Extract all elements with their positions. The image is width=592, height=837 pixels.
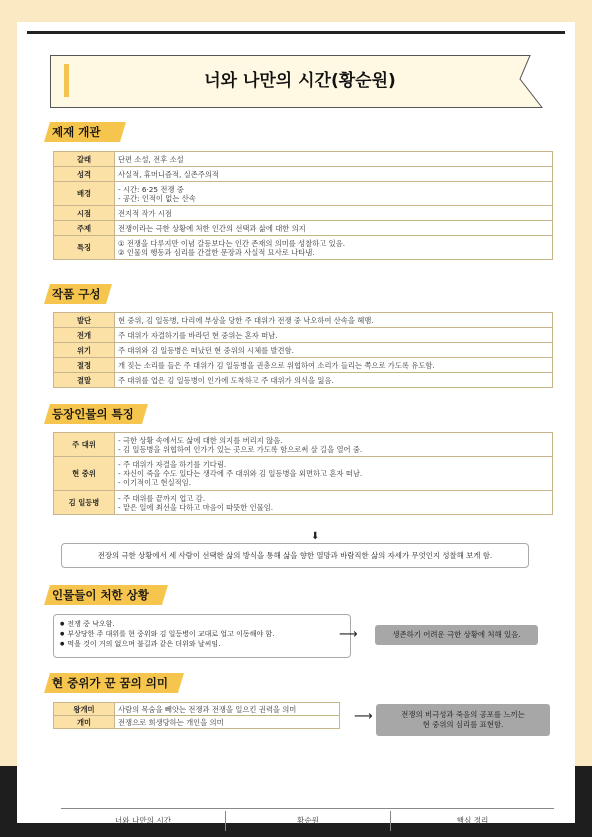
- row-value: 현 중위, 김 일등병, 다리에 부상을 당한 주 대위가 전쟁 중 낙오하여 산속을 헤맴.: [115, 313, 553, 328]
- row-value: 사실적, 휴머니즘적, 실존주의적: [115, 167, 553, 182]
- row-key: 왕개미: [54, 703, 115, 716]
- row-key: 개미: [54, 716, 115, 729]
- row-key: 특징: [54, 236, 115, 260]
- down-arrow-icon: ⬇: [311, 531, 320, 542]
- plot-table: [53, 312, 553, 388]
- row-value: - 시간: 6·25 전쟁 중 - 공간: 인적이 없는 산속: [115, 182, 553, 206]
- characters-table: [53, 432, 553, 515]
- section-header-plot: [44, 284, 112, 304]
- top-rule: [27, 31, 565, 34]
- overview-row: [54, 236, 553, 260]
- situation-box: [53, 614, 351, 658]
- page-title: 너와 나만의 시간(황순원): [204, 71, 396, 91]
- section-title: 등장인물의 특징: [52, 407, 134, 421]
- dream-row: [54, 703, 340, 716]
- plot-row: [54, 373, 553, 388]
- row-value: 사람의 목숨을 빼앗는 전쟁과 전쟁을 일으킨 권력을 의미: [115, 703, 340, 716]
- section-title: 인물들이 처한 상황: [52, 588, 149, 602]
- section-title: 현 중위가 꾼 꿈의 의미: [52, 676, 168, 690]
- row-key: 전개: [54, 328, 115, 343]
- row-key: 배경: [54, 182, 115, 206]
- row-value: 전지적 작가 시점: [115, 206, 553, 221]
- section-header-overview: [44, 122, 126, 142]
- section-title: 작품 구성: [52, 287, 101, 301]
- plot-row: [54, 358, 553, 373]
- row-value: 전쟁으로 희생당하는 개인을 의미: [115, 716, 340, 729]
- row-key: 현 중위: [54, 457, 115, 491]
- row-value: 주 대위가 자결하기를 바라던 현 중위는 혼자 떠남.: [115, 328, 553, 343]
- page-sheet: [17, 22, 575, 823]
- row-key: 결말: [54, 373, 115, 388]
- overview-row: [54, 167, 553, 182]
- row-key: 시점: [54, 206, 115, 221]
- right-arrow-icon: ⟶: [339, 627, 358, 642]
- row-value: ① 전쟁을 다루지만 이념 갈등보다는 인간 존재의 의미를 성찰하고 있음. ② 인물의 행동과 심리를 간결한 문장과 사실적 묘사로 나타냄.: [115, 236, 553, 260]
- row-value: 단편 소설, 전후 소설: [115, 152, 553, 167]
- plot-row: [54, 313, 553, 328]
- row-value: 주 대위와 김 일등병은 떠났던 현 중위의 시체를 발견함.: [115, 343, 553, 358]
- overview-table: [53, 151, 553, 260]
- situation-item: ● 부상당한 주 대위를 현 중위와 김 일등병이 교대로 업고 이동해야 함.: [60, 629, 344, 639]
- situation-result: 생존하기 어려운 극한 상황에 처해 있음.: [375, 625, 538, 645]
- row-value: 전쟁이라는 극한 상황에 처한 인간의 선택과 삶에 대한 의지: [115, 221, 553, 236]
- overview-row: [54, 221, 553, 236]
- summary-box: 전장의 극한 상황에서 세 사람이 선택한 삶의 방식을 통해 삶을 향한 열망과 바람직한 삶의 자세가 무엇인지 성찰해 보게 함.: [61, 543, 529, 568]
- character-row: [54, 457, 553, 491]
- section-header-dream: [44, 673, 184, 693]
- row-value: 개 짖는 소리를 들은 주 대위가 김 일등병을 권총으로 위협하여 소리가 들리는 쪽으로 가도록 유도함.: [115, 358, 553, 373]
- dream-result: 전쟁의 비극성과 죽음의 공포를 느끼는 현 중위의 심리를 표현함.: [376, 704, 550, 736]
- footer: [61, 808, 554, 834]
- footer-work-title: 너와 나만의 시간: [114, 816, 172, 825]
- row-key: 주제: [54, 221, 115, 236]
- overview-row: [54, 206, 553, 221]
- situation-item: ● 전쟁 중 낙오함.: [60, 619, 344, 629]
- section-header-situation: [44, 585, 168, 605]
- title-banner: [50, 55, 543, 108]
- plot-row: [54, 343, 553, 358]
- right-arrow-icon: ⟶: [354, 709, 373, 724]
- situation-item: ● 먹을 것이 거의 없으며 불길과 같은 더위와 날씨임.: [60, 639, 344, 649]
- overview-row: [54, 152, 553, 167]
- row-key: 성격: [54, 167, 115, 182]
- row-value: - 주 대위를 끝까지 업고 감. - 맡은 일에 최선을 다하고 마음이 따뜻한 인물임.: [115, 491, 553, 515]
- row-value: - 주 대위가 자결을 하기를 기다림. - 자신이 죽을 수도 있다는 생각에 주 대위와 김 일등병을 외면하고 혼자 떠남. - 이기적이고 현실적임.: [115, 457, 553, 491]
- character-row: [54, 491, 553, 515]
- footer-author: 황순원: [296, 816, 319, 825]
- dream-table: [53, 702, 340, 729]
- footer-label: 핵심 정리: [456, 816, 489, 825]
- section-header-characters: [44, 404, 148, 424]
- row-key: 김 일등병: [54, 491, 115, 515]
- row-key: 갈래: [54, 152, 115, 167]
- row-value: 주 대위를 업은 김 일등병이 인가에 도착하고 주 대위가 의식을 잃음.: [115, 373, 553, 388]
- title-accent-bar: [64, 64, 69, 97]
- row-key: 발단: [54, 313, 115, 328]
- row-key: 주 대위: [54, 433, 115, 457]
- overview-row: [54, 182, 553, 206]
- character-row: [54, 433, 553, 457]
- plot-row: [54, 328, 553, 343]
- section-title: 제재 개관: [52, 125, 101, 139]
- row-key: 절정: [54, 358, 115, 373]
- row-key: 위기: [54, 343, 115, 358]
- dream-row: [54, 716, 340, 729]
- row-value: - 극한 상황 속에서도 삶에 대한 의지를 버리지 않음. - 김 일등병을 위협하여 인가가 있는 곳으로 가도록 함으로써 살 길을 열어 줌.: [115, 433, 553, 457]
